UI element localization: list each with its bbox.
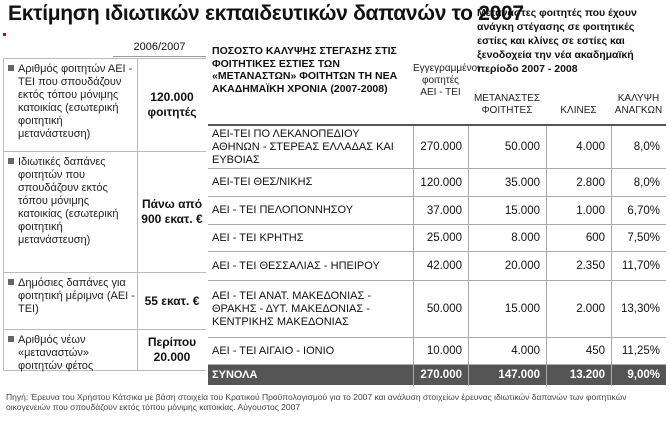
table-row [208,197,666,225]
region-name: ΑΕΙ-ΤΕΙ ΘΕΣ/ΝΙΚΗΣ [212,176,313,188]
beds-value: 2.350 [576,260,605,272]
migrants-value: 50.000 [504,141,540,153]
region-name: ΑΕΙ - ΤΕΙ ΠΕΛΟΠΟΝΝΗΣΟΥ [212,204,354,216]
left-row-label: Αριθμός νέων «μεταναστών» φοιτητών φέτος [18,334,94,372]
table-row [208,225,666,252]
enrolled-value: 25.000 [426,232,462,244]
left-table [3,41,206,383]
region-name: ΑΕΙ - ΤΕΙ ΑΝΑΤ. ΜΑΚΕΔΟΝΙΑΣ - ΘΡΑΚΗΣ - ΔΥΤ. ΜΑΚΕΔΟΝΙΑΣ - ΚΕΝΤΡΙΚΗΣ ΜΑΚΕΔΟΝΙΑΣ [212,289,371,328]
column-divider [611,126,612,386]
table-row [208,281,666,338]
coverage-value: 11,25% [621,345,660,357]
top-note: Μετανάστες φοιτητές που έχουν ανάγκη στέγασης σε φοιτητικές εστίες και κλίνες σε εστίες και ξενοδοχεία την νέα ακαδημαϊκή περίοδο 2007 - 2008 [477,7,637,75]
total-enrolled: 270.000 [420,369,462,381]
enrolled-value: 42.000 [426,260,462,272]
coverage-value: 11,70% [621,260,660,272]
migrants-value: 8.000 [511,232,540,244]
coverage-value: 13,30% [620,303,660,315]
total-beds: 13.200 [569,369,605,381]
bullet-marker [8,279,14,285]
left-table-rows [3,58,206,371]
coverage-value: 7,50% [627,232,660,244]
coverage-value: 8,0% [633,176,660,189]
right-table-body [208,126,666,385]
column-divider [468,126,469,386]
col-header-migrants: ΜΕΤΑΝΑΣΤΕΣ ΦΟΙΤΗΤΕΣ [473,93,541,116]
header-main: ΠΟΣΟΣΤΟ ΚΑΛΥΨΗΣ ΣΤΕΓΑΣΗΣ ΣΤΙΣ ΦΟΙΤΗΤΙΚΕΣ ΕΣΤΙΕΣ ΤΩΝ «ΜΕΤΑΝΑΣΤΩΝ» ΦΟΙΤΗΤΩΝ ΤΗ ΝΕΑ ΑΚΑΔΗΜΑΪΚΗ ΧΡΟΝΙΑ (2007-2008) [212,45,398,95]
table-row [208,252,666,281]
right-table-header [208,41,666,126]
left-row-value: Περίπου 20.000 [147,335,197,364]
enrolled-value: 270.000 [420,141,462,153]
left-row-value: 55 εκατ. € [144,293,200,308]
right-table [208,41,666,385]
page-title: Εκτίμηση ιδιωτικών εκπαιδευτικών δαπανών το 2007 [8,2,524,25]
left-row [3,330,206,371]
enrolled-value: 10.000 [426,345,462,357]
enrolled-value: 50.000 [426,303,462,315]
beds-value: 600 [585,232,605,244]
column-divider [413,126,414,386]
table-row [208,169,666,197]
column-divider [546,126,547,386]
migrants-value: 20.000 [504,260,540,272]
enrolled-value: 120.000 [420,176,462,189]
migrants-value: 35.000 [504,176,540,189]
left-row [3,152,206,273]
left-row-value: 120.000 φοιτητές [147,90,197,119]
migrants-value: 15.000 [504,303,540,315]
coverage-value: 6,70% [627,204,660,217]
beds-value: 2.800 [576,176,605,189]
left-row [3,58,206,152]
col-header-coverage: ΚΑΛΥΨΗ ΑΝΑΓΚΩΝ [614,93,663,116]
region-name: ΑΕΙ - ΤΕΙ ΘΕΣΣΑΛΙΑΣ - ΗΠΕΙΡΟΥ [212,259,380,272]
col-header-beds: ΚΛΙΝΕΣ [560,105,597,116]
total-row [208,365,666,385]
region-name: ΑΕΙ - ΤΕΙ ΑΙΓΑΙΟ - ΙΟΝΙΟ [212,344,335,357]
table-row [208,126,666,169]
source-note: Πηγή: Έρευνα του Χρήστου Κάτσικα με βάση στοιχεία του Κρατικού Προϋπολογισμού για το 2007 και ανάλυση στοιχείων έρευνας ιδιωτικών δαπανών των φοιτητικών οικογενειών που σπουδάζουν εκτός τόπου μόνιμης κατοικίας. Αύγουστος 2007 [6,392,627,412]
migrants-value: 4.000 [511,345,540,357]
left-row-value: Πάνω από 900 εκατ. € [141,197,203,226]
table-row [208,338,666,365]
total-label: ΣΥΝΟΛΑ [212,368,258,381]
region-name: ΑΕΙ-ΤΕΙ ΠΟ ΛΕΚΑΝΟΠΕΔΙΟΥ ΑΘΗΝΩΝ - ΣΤΕΡΕΑΣ ΕΛΛΑΔΑΣ ΚΑΙ ΕΥΒΟΙΑΣ [212,127,394,166]
year-header: 2006/2007 [113,41,206,57]
total-migrants: 147.000 [498,369,540,381]
bullet-marker [8,158,14,164]
enrolled-value: 37.000 [426,204,462,217]
region-name: ΑΕΙ - ΤΕΙ ΚΡΗΤΗΣ [212,231,304,244]
migrants-value: 15.000 [504,204,540,217]
left-row-label: Αριθμός φοιτητών ΑΕΙ - ΤΕΙ που σπουδάζουν εκτός τόπου μόνιμης κατοικίας (εσωτερική φοιτητική μετανάστευση) [18,63,133,140]
bullet-marker [8,65,14,71]
left-row [3,273,206,330]
beds-value: 1.000 [576,204,605,217]
bullet-marker [8,336,14,342]
beds-value: 450 [585,345,605,357]
left-row-label: Δημόσιες δαπάνες για φοιτητική μέριμνα (ΑΕΙ - ΤΕΙ) [18,277,135,315]
beds-value: 2.000 [576,303,605,315]
left-row-label: Ιδιωτικές δαπάνες φοιτητών που σπουδάζουν εκτός τόπου μόνιμης κατοικίας (εσωτερική φοιτητική μετανάστευση) [18,156,119,246]
coverage-value: 8,0% [633,141,660,153]
total-coverage: 9,00% [627,369,660,381]
red-marker [3,33,6,36]
col-header-enrolled: Εγγεγραμμένοι φοιτητές ΑΕΙ - ΤΕΙ [413,63,480,98]
beds-value: 4.000 [576,141,605,153]
